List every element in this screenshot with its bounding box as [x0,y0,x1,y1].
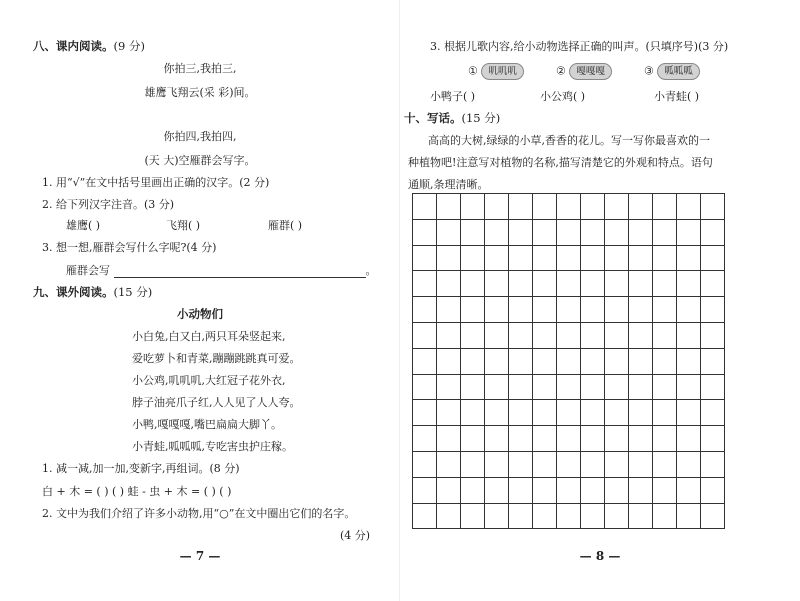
grid-cell[interactable] [581,375,605,401]
grid-cell[interactable] [413,478,437,504]
grid-cell[interactable] [485,271,509,297]
grid-cell[interactable] [533,400,557,426]
page-number-7: — 7 — [179,549,221,563]
grid-cell[interactable] [461,271,485,297]
section-9-heading: 九、课外阅读。 [33,285,114,299]
pinyin-item-yanqun[interactable]: 雁群( ) [268,219,303,232]
grid-cell[interactable] [701,375,725,401]
grid-cell[interactable] [653,220,677,246]
grid-cell[interactable] [509,323,533,349]
grid-cell[interactable] [677,297,701,323]
grid-cell[interactable] [413,426,437,452]
grid-cell[interactable] [677,426,701,452]
grid-cell[interactable] [413,349,437,375]
grid-cell[interactable] [437,400,461,426]
poem-line-2: 爱吃萝卜和青菜,蹦蹦跳跳真可爱。 [132,352,301,365]
grid-cell[interactable] [557,349,581,375]
grid-cell[interactable] [533,271,557,297]
grid-cell[interactable] [485,220,509,246]
grid-cell[interactable] [653,323,677,349]
question-9-2: 2. 文中为我们介绍了许多小动物,用“○”在文中圈出它们的名字。 [42,507,356,520]
grid-cell[interactable] [461,246,485,272]
poem-line-4: 脖子油亮爪子红,人人见了人人夸。 [132,396,301,409]
question-9-1: 1. 减一减,加一加,变新字,再组词。(8 分) [42,462,240,475]
grid-cell[interactable] [533,478,557,504]
grid-cell[interactable] [701,349,725,375]
grid-cell[interactable] [701,271,725,297]
grid-cell[interactable] [701,297,725,323]
grid-cell[interactable] [629,400,653,426]
grid-cell[interactable] [605,504,629,530]
animal-frog[interactable]: 小青蛙( ) [654,90,700,103]
grid-cell[interactable] [533,323,557,349]
grid-cell[interactable] [653,194,677,220]
option-1-text: 叽叽叽 [488,66,517,77]
answer-suffix: 。 [365,264,377,277]
grid-cell[interactable] [437,452,461,478]
grid-cell[interactable] [533,297,557,323]
grid-cell[interactable] [557,504,581,530]
grid-cell[interactable] [581,220,605,246]
grid-cell[interactable] [509,271,533,297]
grid-cell[interactable] [485,400,509,426]
grid-cell[interactable] [461,452,485,478]
question-9-2-points: (4 分) [340,529,371,542]
grid-cell[interactable] [605,375,629,401]
grid-cell[interactable] [413,452,437,478]
grid-cell[interactable] [629,452,653,478]
grid-cell[interactable] [653,426,677,452]
grid-cell[interactable] [557,452,581,478]
grid-cell[interactable] [581,194,605,220]
page-number-8: — 8 — [579,549,621,563]
pinyin-item-feixiang[interactable]: 飞翔( ) [166,219,201,232]
cloud-shape-2 [569,63,612,80]
grid-cell[interactable] [653,246,677,272]
grid-cell[interactable] [653,349,677,375]
section-9-points: (15 分) [113,285,153,299]
grid-cell[interactable] [509,452,533,478]
poem-line-6: 小青蛙,呱呱呱,专吃害虫护庄稼。 [132,440,293,453]
grid-cell[interactable] [677,220,701,246]
grid-cell[interactable] [629,375,653,401]
grid-cell[interactable] [509,349,533,375]
question-8-1: 1. 用“√”在文中括号里画出正确的汉字。(2 分) [42,176,270,189]
grid-cell[interactable] [437,426,461,452]
grid-cell[interactable] [605,400,629,426]
question-sounds: 3. 根据儿歌内容,给小动物选择正确的叫声。(只填序号)(3 分) [430,40,729,53]
poem-title: 小动物们 [177,307,223,321]
grid-cell[interactable] [557,478,581,504]
grid-cell[interactable] [581,426,605,452]
poem2-line1: 你拍四,我拍四, [163,130,237,143]
grid-cell[interactable] [533,246,557,272]
grid-cell[interactable] [701,452,725,478]
grid-cell[interactable] [413,246,437,272]
poem2-line2: (天 大)空雁群会写字。 [144,154,256,167]
grid-cell[interactable] [605,220,629,246]
grid-cell[interactable] [557,220,581,246]
grid-cell[interactable] [461,349,485,375]
grid-cell[interactable] [413,375,437,401]
grid-cell[interactable] [629,478,653,504]
grid-cell[interactable] [413,504,437,530]
grid-cell[interactable] [701,504,725,530]
question-9-1-items[interactable]: 白 + 木 = ( ) ( ) 蛙 - 虫 + 木 = ( ) ( ) [42,485,232,498]
grid-cell[interactable] [461,194,485,220]
grid-cell[interactable] [413,400,437,426]
section-9-title [33,284,152,300]
grid-cell[interactable] [461,478,485,504]
grid-cell[interactable] [653,478,677,504]
grid-cell[interactable] [509,400,533,426]
poem-line-3: 小公鸡,叽叽叽,大红冠子花外衣, [132,374,286,387]
grid-cell[interactable] [581,246,605,272]
writing-grid[interactable] [412,193,725,529]
grid-cell[interactable] [533,426,557,452]
grid-cell[interactable] [653,400,677,426]
grid-cell[interactable] [509,297,533,323]
question-8-3: 3. 想一想,雁群会写什么字呢?(4 分) [42,241,217,254]
pinyin-item-xiongying[interactable]: 雄鹰( ) [66,219,101,232]
grid-cell[interactable] [581,478,605,504]
grid-cell[interactable] [581,271,605,297]
grid-cell[interactable] [701,323,725,349]
prompt-line-1: 高高的大树,绿绿的小草,香香的花儿。写一写你最喜欢的一 [428,134,710,147]
grid-cell[interactable] [701,220,725,246]
sound-option-1 [468,63,524,80]
grid-cell[interactable] [557,297,581,323]
grid-cell[interactable] [461,323,485,349]
grid-cell[interactable] [533,452,557,478]
grid-cell[interactable] [437,323,461,349]
grid-cell[interactable] [461,426,485,452]
grid-cell[interactable] [629,271,653,297]
section-8-heading: 八、课内阅读。 [33,39,114,53]
grid-cell[interactable] [605,194,629,220]
grid-cell[interactable] [629,504,653,530]
grid-cell[interactable] [677,246,701,272]
grid-cell[interactable] [437,271,461,297]
grid-cell[interactable] [509,504,533,530]
grid-cell[interactable] [677,349,701,375]
section-8-points: (9 分) [113,39,145,53]
grid-cell[interactable] [557,400,581,426]
grid-cell[interactable] [677,323,701,349]
grid-cell[interactable] [581,504,605,530]
grid-cell[interactable] [677,375,701,401]
grid-cell[interactable] [461,504,485,530]
grid-cell[interactable] [581,297,605,323]
grid-cell[interactable] [485,194,509,220]
poem1-line2: 雄鹰飞翔云(采 彩)间。 [144,86,256,99]
grid-cell[interactable] [437,375,461,401]
section-10-title [404,110,500,126]
poem-line-5: 小鸭,嘎嘎嘎,嘴巴扁扁大脚丫。 [132,418,282,431]
grid-cell[interactable] [413,297,437,323]
cloud-shape-3 [657,63,700,80]
grid-cell[interactable] [701,246,725,272]
poem1-line1: 你拍三,我拍三, [163,62,237,75]
prompt-line-2: 种植物吧!注意写对植物的名称,描写清楚它的外观和特点。语句 [408,156,713,169]
grid-cell[interactable] [557,271,581,297]
grid-cell[interactable] [509,220,533,246]
grid-cell[interactable] [509,426,533,452]
grid-cell[interactable] [461,297,485,323]
grid-cell[interactable] [437,246,461,272]
grid-cell[interactable] [485,246,509,272]
grid-cell[interactable] [701,194,725,220]
grid-cell[interactable] [437,297,461,323]
grid-cell[interactable] [653,504,677,530]
grid-cell[interactable] [485,426,509,452]
grid-cell[interactable] [605,426,629,452]
prompt-line-3: 通顺,条理清晰。 [408,178,489,191]
grid-cell[interactable] [533,220,557,246]
grid-cell[interactable] [677,478,701,504]
grid-cell[interactable] [653,297,677,323]
grid-cell[interactable] [629,349,653,375]
grid-cell[interactable] [605,323,629,349]
grid-cell[interactable] [629,194,653,220]
grid-cell[interactable] [533,194,557,220]
grid-cell[interactable] [557,323,581,349]
grid-cell[interactable] [605,349,629,375]
grid-cell[interactable] [581,323,605,349]
grid-cell[interactable] [677,452,701,478]
option-2-number: ② [556,64,566,78]
grid-cell[interactable] [605,246,629,272]
grid-cell[interactable] [629,246,653,272]
sound-option-2 [556,63,612,80]
grid-cell[interactable] [557,246,581,272]
grid-cell[interactable] [461,400,485,426]
grid-cell[interactable] [485,375,509,401]
grid-cell[interactable] [413,220,437,246]
grid-cell[interactable] [437,504,461,530]
grid-cell[interactable] [413,323,437,349]
grid-cell[interactable] [509,375,533,401]
poem-line-1: 小白兔,白又白,两只耳朵竖起来, [132,330,286,343]
grid-cell[interactable] [485,478,509,504]
grid-cell[interactable] [629,220,653,246]
section-10-points: (15 分) [461,111,501,125]
grid-cell[interactable] [557,375,581,401]
question-8-3-answer [66,262,377,278]
grid-cell[interactable] [485,504,509,530]
grid-cell[interactable] [461,375,485,401]
grid-cell[interactable] [677,271,701,297]
grid-cell[interactable] [581,400,605,426]
grid-cell[interactable] [677,194,701,220]
grid-cell[interactable] [701,478,725,504]
grid-cell[interactable] [485,349,509,375]
grid-cell[interactable] [533,504,557,530]
grid-cell[interactable] [701,426,725,452]
question-8-2: 2. 给下列汉字注音。(3 分) [42,198,175,211]
grid-cell[interactable] [557,194,581,220]
option-3-number: ③ [644,64,654,78]
grid-cell[interactable] [461,220,485,246]
grid-cell[interactable] [437,478,461,504]
grid-cell[interactable] [629,426,653,452]
grid-cell[interactable] [677,400,701,426]
grid-cell[interactable] [629,297,653,323]
grid-cell[interactable] [677,504,701,530]
grid-cell[interactable] [533,349,557,375]
grid-cell[interactable] [485,297,509,323]
option-1-number: ① [468,64,478,78]
animal-rooster[interactable]: 小公鸡( ) [540,90,586,103]
grid-cell[interactable] [509,246,533,272]
grid-cell[interactable] [413,271,437,297]
option-2-text: 嘎嘎嘎 [576,66,605,77]
sound-option-3 [644,63,700,80]
grid-cell[interactable] [605,452,629,478]
grid-cell[interactable] [437,194,461,220]
grid-cell[interactable] [437,349,461,375]
section-8-title [33,38,145,54]
grid-cell[interactable] [437,220,461,246]
grid-cell[interactable] [485,323,509,349]
option-3-text: 呱呱呱 [664,66,693,77]
grid-cell[interactable] [485,452,509,478]
grid-cell[interactable] [509,478,533,504]
grid-cell[interactable] [581,349,605,375]
grid-cell[interactable] [533,375,557,401]
section-10-heading: 十、写话。 [404,111,462,125]
answer-blank-line[interactable] [114,267,366,278]
grid-cell[interactable] [653,375,677,401]
answer-prefix: 雁群会写 [66,264,110,277]
grid-cell[interactable] [653,452,677,478]
grid-cell[interactable] [413,194,437,220]
grid-cell[interactable] [605,271,629,297]
animal-duck[interactable]: 小鸭子( ) [430,90,476,103]
grid-cell[interactable] [629,323,653,349]
grid-cell[interactable] [557,426,581,452]
grid-cell[interactable] [509,194,533,220]
grid-cell[interactable] [701,400,725,426]
cloud-shape-1 [481,63,524,80]
grid-cell[interactable] [605,478,629,504]
grid-cell[interactable] [605,297,629,323]
grid-cell[interactable] [581,452,605,478]
grid-cell[interactable] [653,271,677,297]
